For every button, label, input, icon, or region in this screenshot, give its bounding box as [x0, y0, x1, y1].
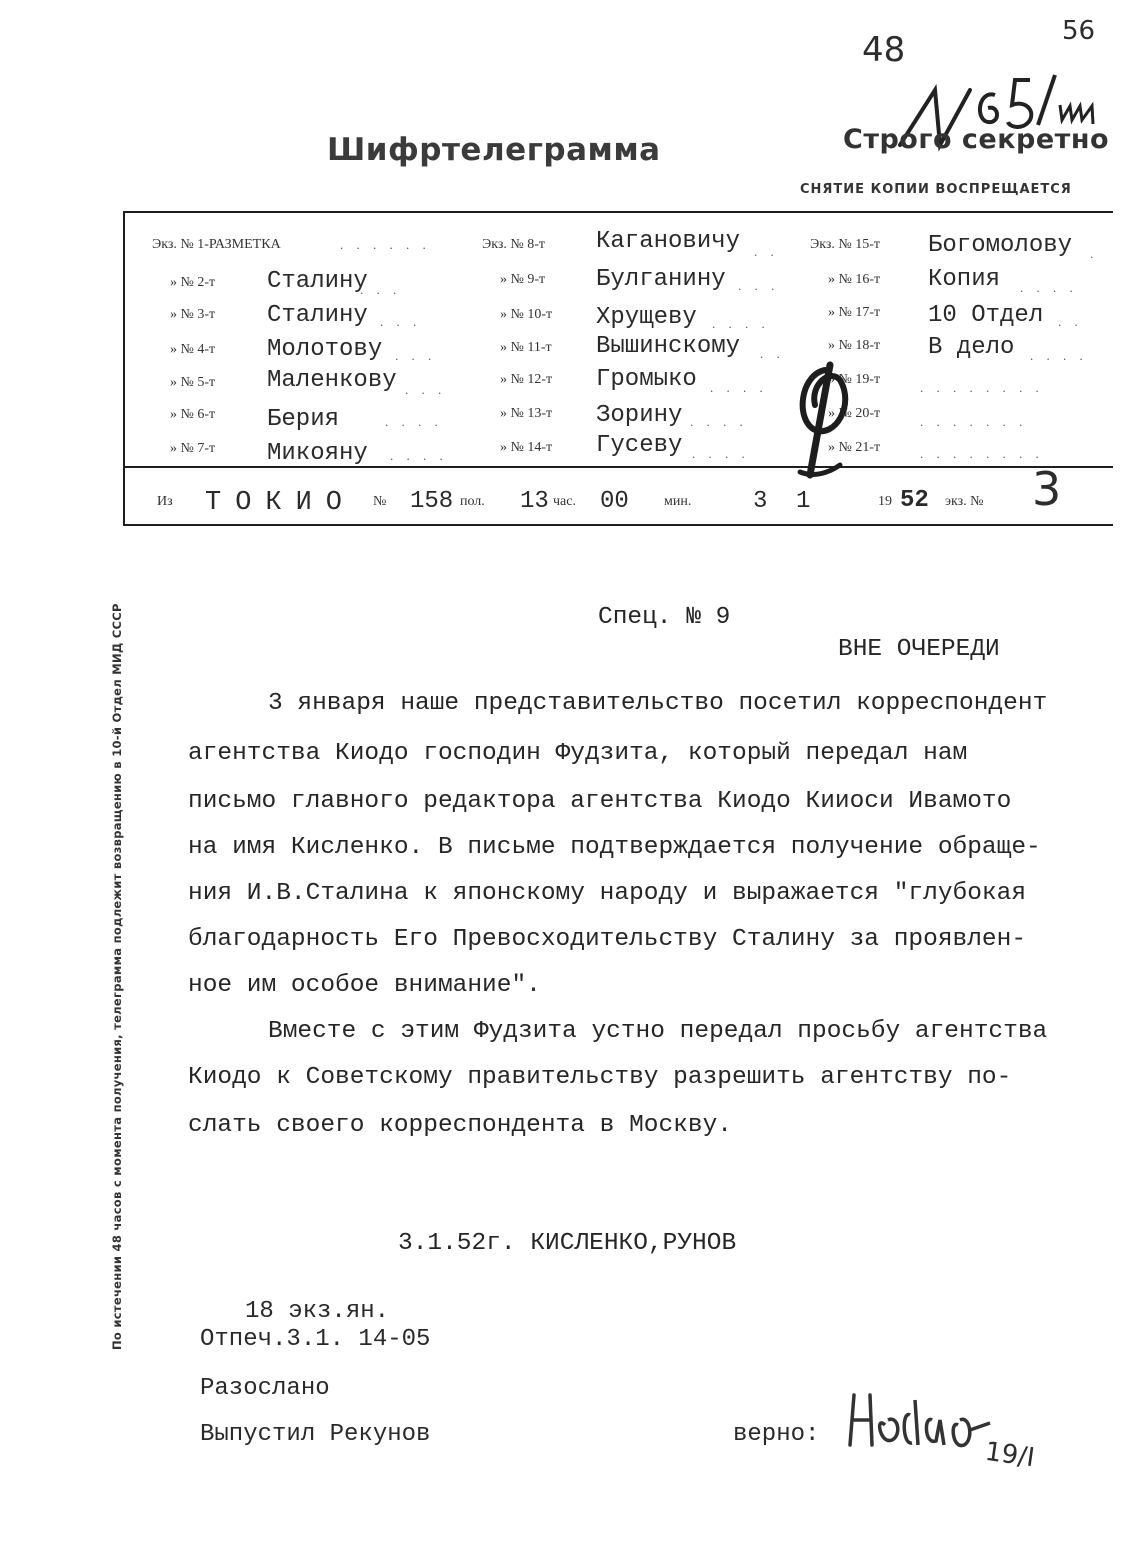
body-line: ния И.В.Сталина к японскому народу и выражается "глубокая — [188, 880, 1027, 907]
recipient-name: Сталину — [267, 268, 368, 295]
copy-prefix: Экз. № 1-РАЗМЕТКА — [152, 237, 281, 252]
dot-leader: . . . — [405, 382, 447, 397]
bottom-rule — [123, 524, 1113, 526]
copy-prefix: » № 14-т — [500, 440, 553, 455]
recipient-name: Молотову — [267, 336, 383, 363]
dot-leader: . . . . — [692, 446, 750, 461]
handwritten-date: 19/I — [983, 1436, 1037, 1474]
dot-leader: . . . . . . . . — [920, 380, 1044, 395]
body-line: слать своего корреспондента в Москву. — [188, 1112, 732, 1139]
dot-leader: . . . . — [385, 414, 443, 429]
telegram-number: 158 — [410, 488, 454, 515]
dot-leader: . . . . — [712, 316, 770, 331]
copy-prefix: » № 2-т — [170, 275, 216, 290]
recipient-name: В дело — [928, 334, 1015, 361]
copy-prefix: » № 19-т — [828, 372, 881, 387]
side-note: По истечении 48 часов с момента получения, телеграмма подлежит возвращению в 10-й Отдел МИД СССР — [110, 603, 124, 1350]
handwritten-flourish — [770, 360, 890, 490]
recipient-name: Кагановичу — [596, 228, 741, 255]
copy-prefix: » № 21-т — [828, 440, 881, 455]
recipient-name: Громыко — [596, 366, 697, 393]
recipient-name: Зорину — [596, 402, 683, 429]
dot-leader: . . . — [738, 278, 780, 293]
handwritten-number: 48 — [862, 30, 906, 70]
dot-leader: . — [1090, 246, 1099, 261]
no-copy-notice: СНЯТИЕ КОПИИ ВОСПРЕЩАЕТСЯ — [800, 182, 1072, 197]
sent-note: Разослано — [200, 1375, 330, 1402]
document-title: Шифртелеграмма — [327, 132, 661, 168]
left-rule — [123, 211, 125, 526]
printed-note: Отпеч.3.1. 14-05 — [200, 1326, 431, 1353]
dot-leader: . . . . . . . . — [920, 446, 1044, 461]
copy-prefix: » № 10-т — [500, 307, 553, 322]
dot-leader: . . . — [395, 348, 437, 363]
received-label: пол. — [460, 494, 485, 509]
recipient-name: Сталину — [267, 302, 368, 329]
recipient-name: 10 Отдел — [928, 302, 1044, 329]
classification: Строго секретно — [843, 124, 1110, 155]
page-number: 56 — [1062, 16, 1096, 46]
released-by: Выпустил Рекунов — [200, 1421, 431, 1448]
copy-number: 3 — [1032, 462, 1062, 516]
hour: 13 — [520, 488, 549, 515]
dot-leader: . . . . . . . — [920, 414, 1028, 429]
recipient-name: Маленкову — [267, 367, 397, 394]
recipient-name: Хрущеву — [596, 304, 697, 331]
copies-count: 18 экз.ян. — [245, 1298, 390, 1325]
recipient-name: Гусеву — [596, 432, 683, 459]
copy-prefix: Экз. № 8-т — [482, 237, 546, 252]
dot-leader: . . . — [360, 282, 402, 297]
dot-leader: . . — [760, 346, 785, 361]
recipient-name: Богомолову — [928, 232, 1073, 259]
copy-prefix: » № 12-т — [500, 372, 553, 387]
year-prefix: 19 — [878, 494, 892, 509]
origin-city: ТОКИО — [205, 488, 357, 518]
recipient-name: Булганину — [596, 266, 726, 293]
recipient-name: Берия — [267, 406, 340, 433]
from-label: Из — [157, 494, 173, 509]
hour-label: час. — [553, 494, 576, 509]
copy-label: экз. № — [945, 494, 984, 509]
minute: 00 — [600, 488, 629, 515]
copy-prefix: » № 13-т — [500, 406, 553, 421]
signature-line: 3.1.52г. КИСЛЕНКО,РУНОВ — [398, 1230, 737, 1257]
verified-label: верно: — [733, 1421, 820, 1448]
body-line: благодарность Его Превосходительству Сталину за проявлен- — [188, 926, 1027, 953]
body-line: 3 января наше представительство посетил корреспондент — [268, 690, 1048, 717]
number-label: № — [373, 494, 387, 509]
dot-leader: . . — [1058, 314, 1083, 329]
copy-prefix: » № 3-т — [170, 307, 216, 322]
spec-number: Спец. № 9 — [598, 604, 731, 631]
copy-prefix: » № 17-т — [828, 305, 881, 320]
copy-prefix: » № 4-т — [170, 342, 216, 357]
body-line: Киодо к Советскому правительству разрешить агентству по- — [188, 1064, 1012, 1091]
dot-leader: . . . . — [1020, 280, 1078, 295]
dot-leader: . . . . — [1030, 348, 1088, 363]
recipient-name: Копия — [928, 266, 1001, 293]
dot-leader: . . . . — [710, 380, 768, 395]
body-line: ное им особое внимание". — [188, 972, 541, 999]
copy-prefix: » № 6-т — [170, 407, 216, 422]
dot-leader: . . . . — [390, 448, 448, 463]
recipient-name: Вышинскому — [596, 333, 741, 360]
year: 52 — [900, 487, 929, 514]
month: 1 — [796, 488, 811, 515]
copy-prefix: » № 7-т — [170, 441, 216, 456]
copy-prefix: » № 9-т — [500, 272, 546, 287]
dot-leader: . . — [754, 244, 779, 259]
dot-leader: . . . . — [690, 414, 748, 429]
copy-prefix: » № 18-т — [828, 338, 881, 353]
dot-leader: . . . — [380, 314, 422, 329]
day: 3 — [753, 488, 768, 515]
copy-prefix: » № 11-т — [500, 340, 552, 355]
body-line: Вместе с этим Фудзита устно передал просьбу агентства — [268, 1018, 1048, 1045]
urgency-mark: ВНЕ ОЧЕРЕДИ — [838, 636, 1000, 663]
minute-label: мин. — [664, 494, 692, 509]
copy-prefix: Экз. № 15-т — [810, 237, 881, 252]
dot-leader: . . . . . . — [340, 237, 431, 252]
copy-prefix: » № 16-т — [828, 272, 881, 287]
copy-prefix: » № 5-т — [170, 375, 216, 390]
body-line: письмо главного редактора агентства Киодо Кииоси Ивамото — [188, 788, 1012, 815]
body-line: на имя Кисленко. В письме подтверждается получение обраще- — [188, 834, 1041, 861]
body-line: агентства Киодо господин Фудзита, который передал нам — [188, 740, 968, 767]
recipient-name: Микояну — [267, 440, 368, 467]
top-rule — [123, 211, 1113, 213]
copy-prefix: » № 20-т — [828, 406, 881, 421]
